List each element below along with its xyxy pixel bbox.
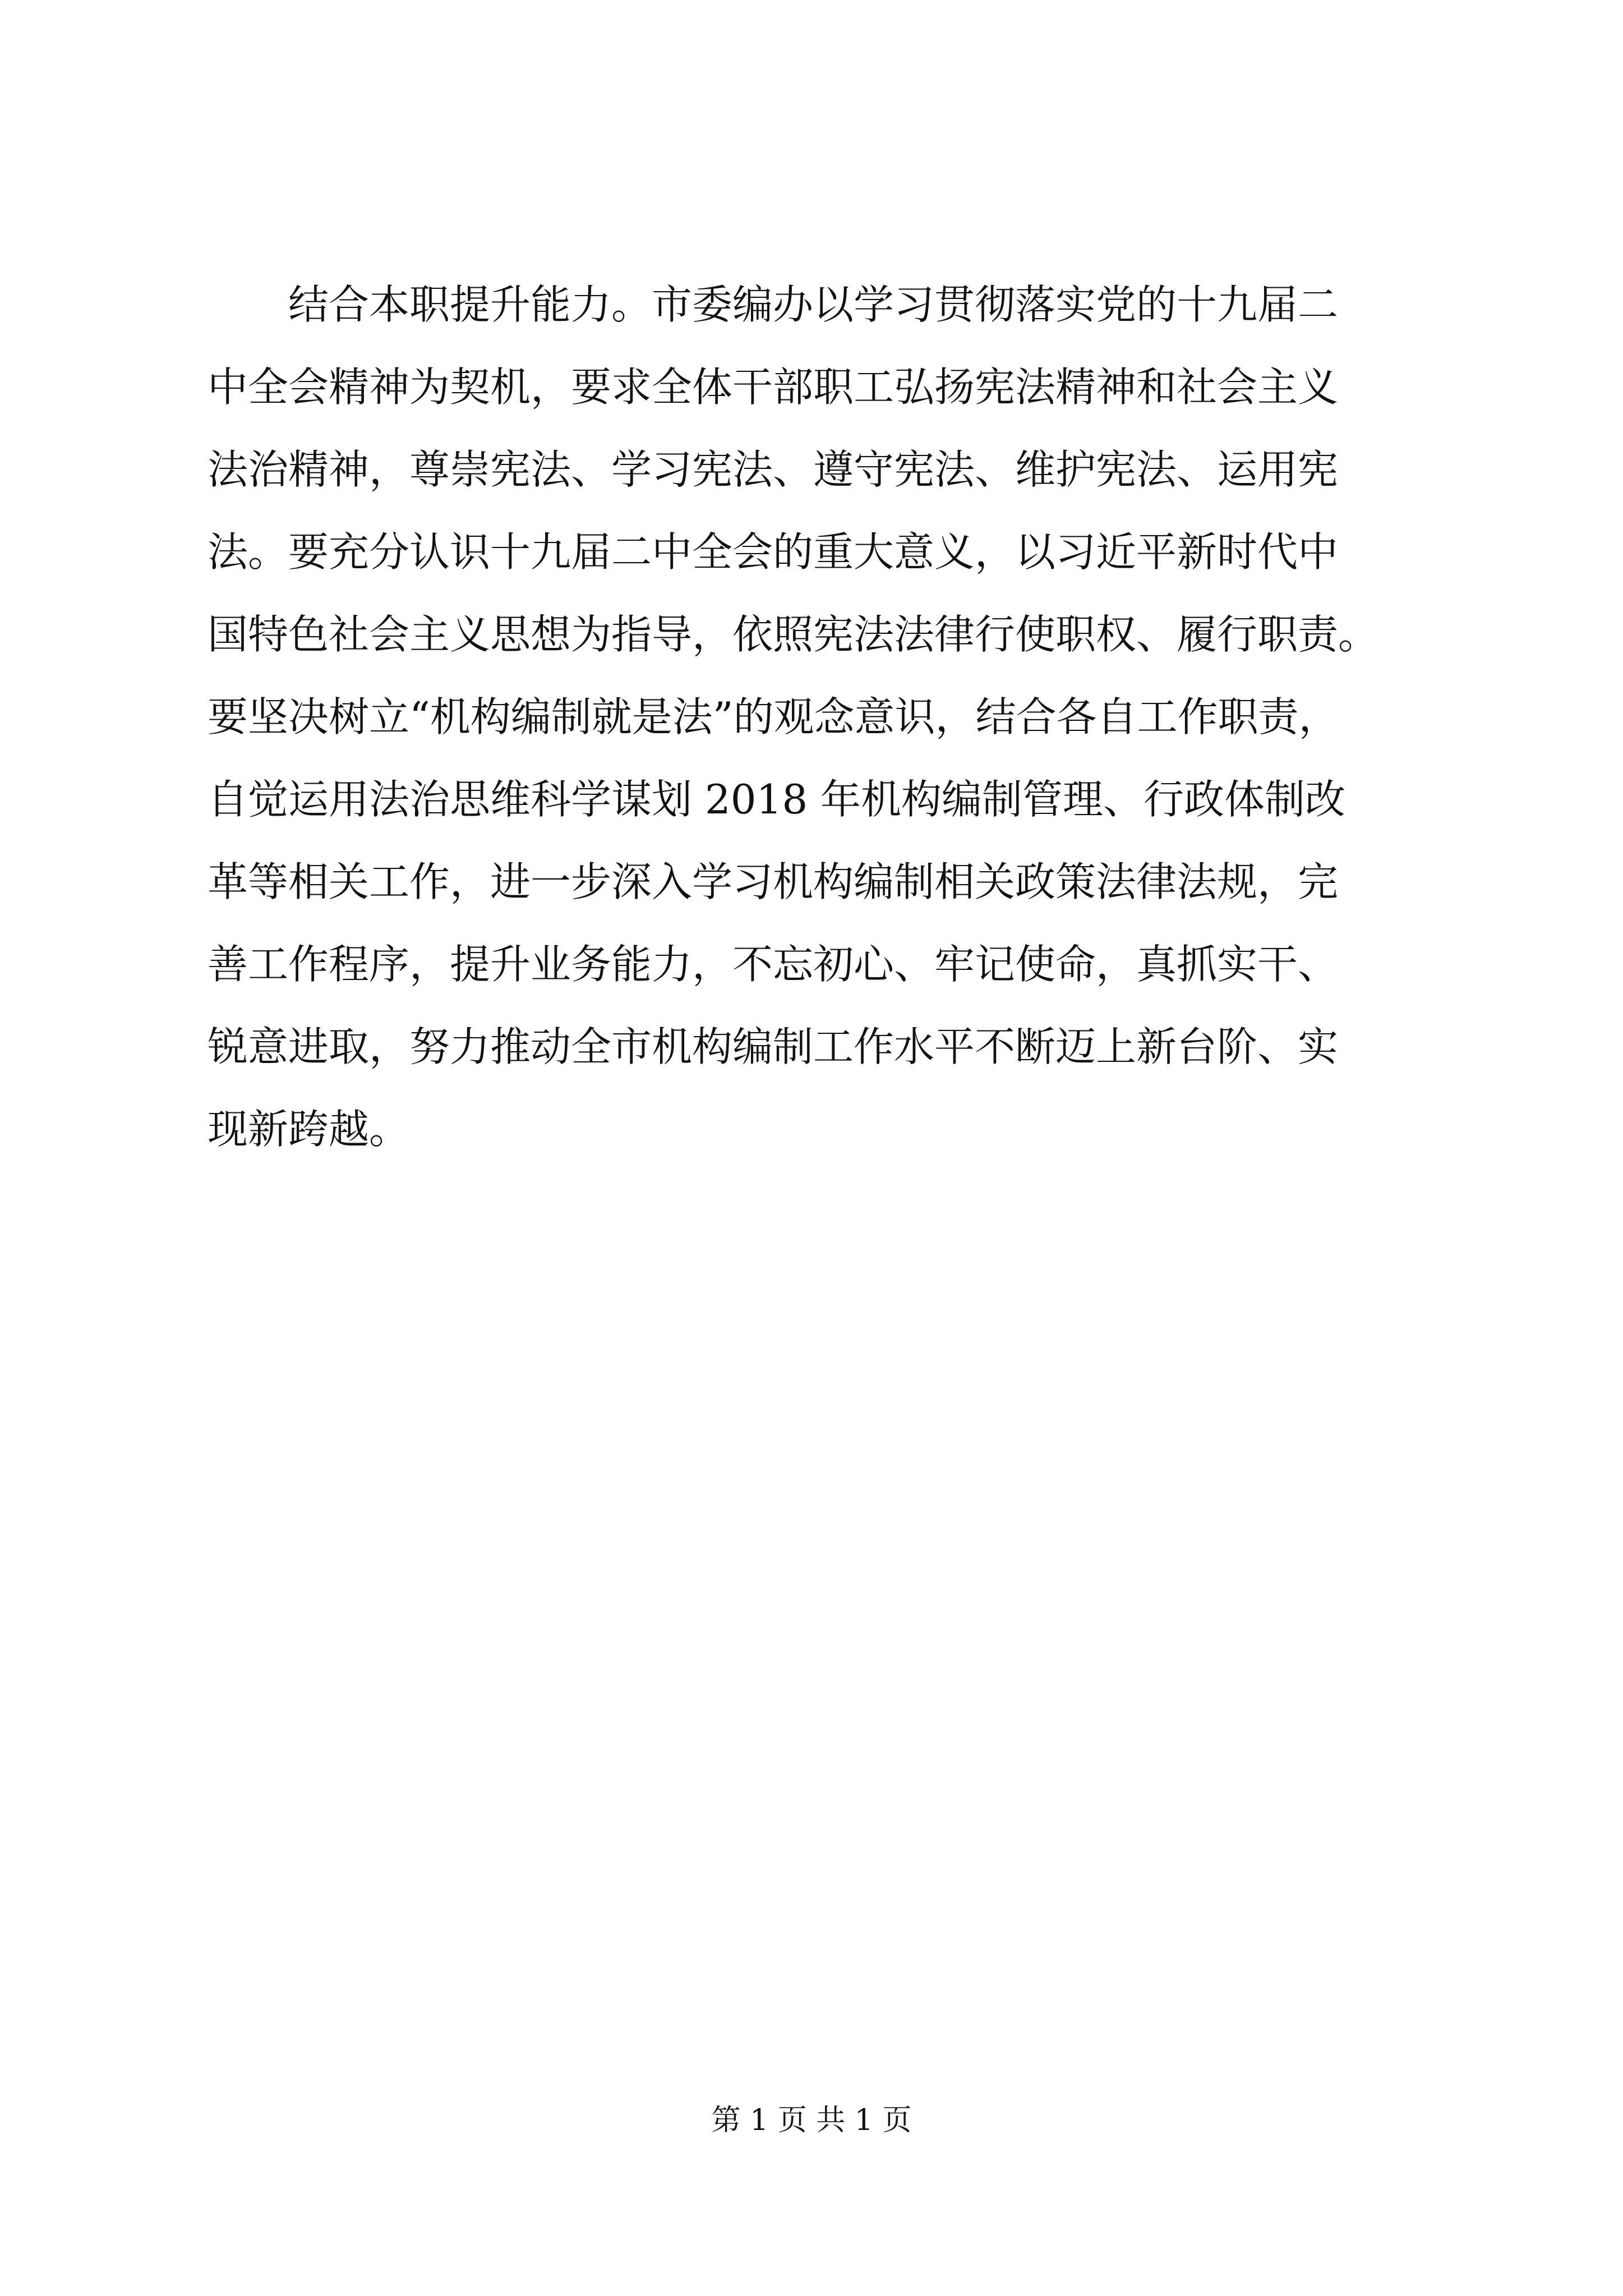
paragraph-line: 中全会精神为契机，要求全体干部职工弘扬宪法精神和社会主义	[208, 364, 1339, 411]
paragraph-line: 革等相关工作，进一步深入学习机构编制相关政策法律法规，完	[208, 858, 1339, 905]
paragraph-line: 国特色社会主义思想为指导，依照宪法法律行使职权、履行职责。	[208, 611, 1379, 658]
body-paragraph	[208, 264, 1419, 1171]
paragraph-line: 锐意进取，努力推动全市机构编制工作水平不断迈上新台阶、实	[208, 1023, 1339, 1070]
paragraph-line: 善工作程序，提升业务能力，不忘初心、牢记使命，真抓实干、	[208, 941, 1339, 988]
paragraph-line: 法治精神，尊崇宪法、学习宪法、遵守宪法、维护宪法、运用宪	[208, 446, 1339, 493]
paragraph-line: 法。要充分认识十九届二中全会的重大意义，以习近平新时代中	[208, 528, 1339, 576]
paragraph-line: 要坚决树立“机构编制就是法”的观念意识，结合各自工作职责，	[208, 693, 1339, 740]
paragraph-line: 现新跨越。	[208, 1106, 410, 1153]
paragraph-line: 自觉运用法治思维科学谋划 2018 年机构编制管理、行政体制改	[208, 776, 1346, 823]
paragraph-line: 结合本职提升能力。市委编办以学习贯彻落实党的十九届二	[288, 281, 1339, 328]
page-number-footer: 第 1 页 共 1 页	[711, 2104, 912, 2137]
